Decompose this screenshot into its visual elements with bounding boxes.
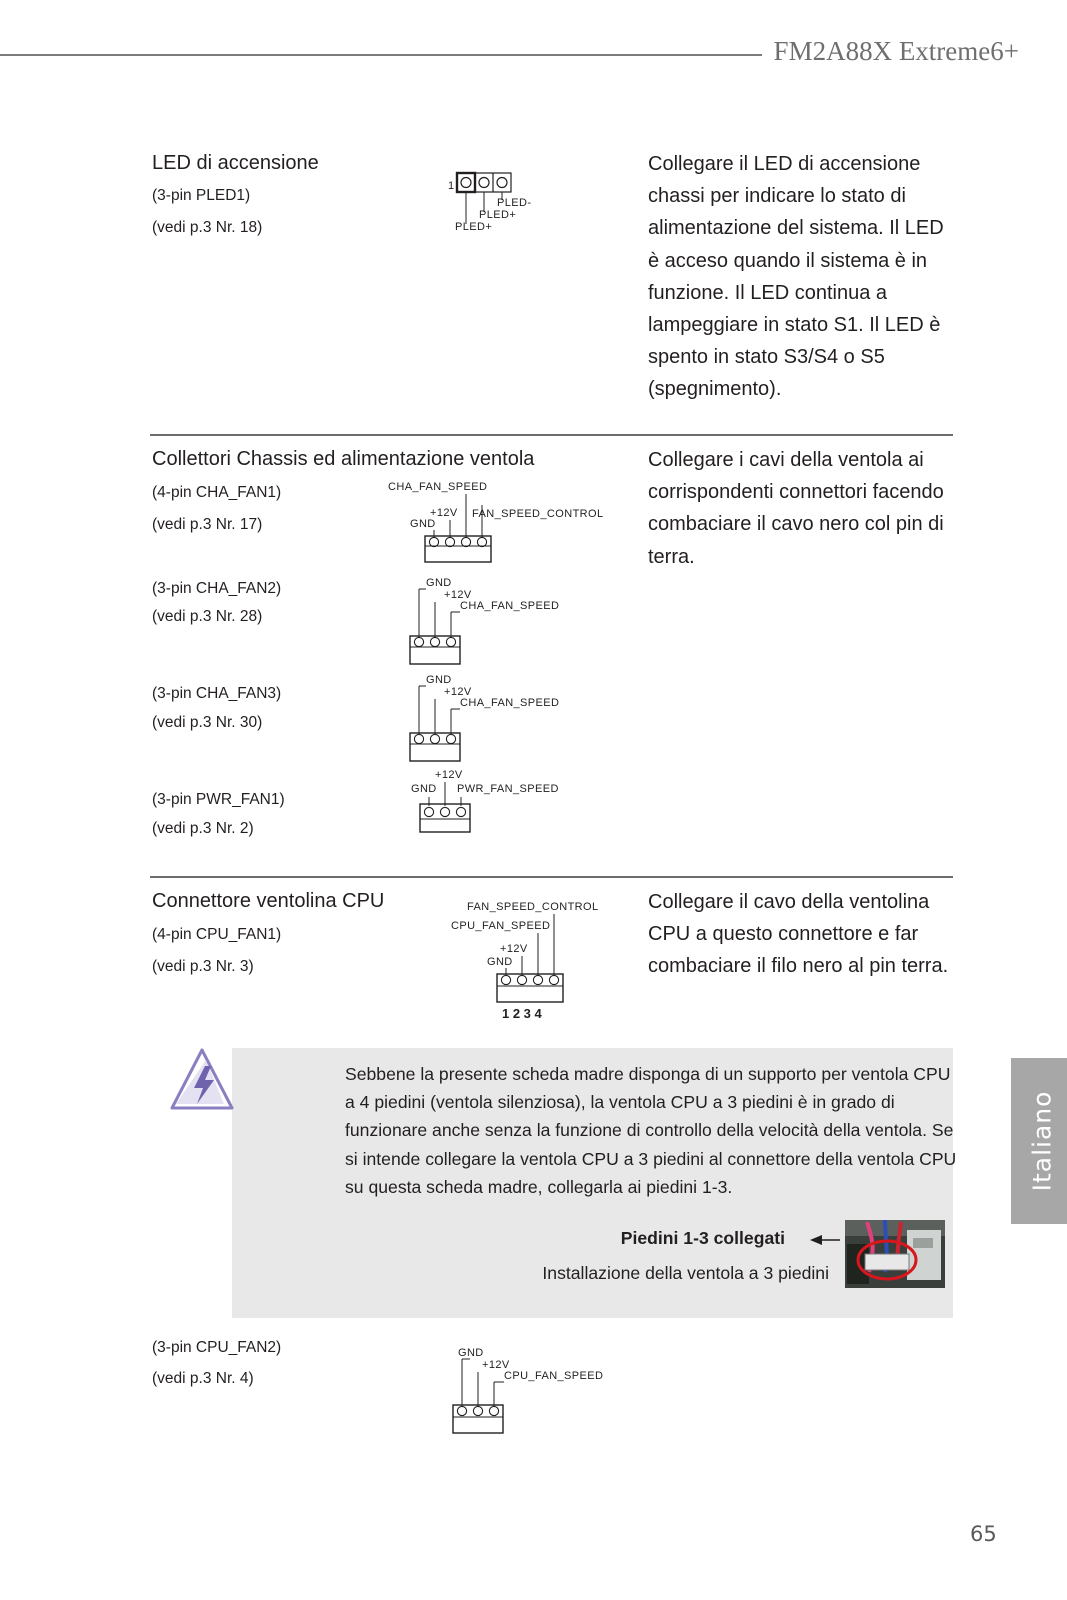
cpu-fan-title: Connettore ventolina CPU bbox=[152, 890, 385, 912]
cpu-fan2-gnd-label: GND bbox=[458, 1347, 484, 1359]
language-side-tab-label: Italiano bbox=[1027, 1090, 1057, 1192]
pwr-fan1-speed-label: PWR_FAN_SPEED bbox=[457, 783, 559, 795]
chassis-fan-title: Collettori Chassis ed alimentazione ventola bbox=[152, 448, 535, 470]
language-side-tab bbox=[1011, 1058, 1067, 1224]
cpu-fan1-pin-info: (4-pin CPU_FAN1) bbox=[152, 926, 282, 943]
page-number: 65 bbox=[970, 1522, 997, 1546]
cpu-fan1-speed-label: CPU_FAN_SPEED bbox=[451, 920, 551, 932]
cha-fan3-connector-diagram bbox=[400, 672, 580, 764]
cpu-fan2-speed-label: CPU_FAN_SPEED bbox=[504, 1370, 604, 1382]
cpu-fan2-pin-info: (3-pin CPU_FAN2) bbox=[152, 1339, 282, 1356]
arrow-left-icon bbox=[808, 1233, 842, 1247]
cha-fan3-page-ref: (vedi p.3 Nr. 30) bbox=[152, 714, 263, 731]
cpu-fan2-page-ref: (vedi p.3 Nr. 4) bbox=[152, 1370, 254, 1387]
fan-installation-photo bbox=[845, 1220, 945, 1288]
note-text: Sebbene la presente scheda madre disponga di un supporto per ventola CPU a 4 piedini (ventola silenziosa), la ventola CPU a 3 piedini è in grado di funzionare anche senza la funzione di controllo della velocità della ventola. Se si intende collegare la ventola CPU a 3 piedini al connettore della ventola CPU su questa scheda madre, collegarla ai piedini 1-3. bbox=[345, 1064, 957, 1197]
header-rule bbox=[0, 54, 762, 56]
pled-minus-label: PLED- bbox=[497, 197, 532, 209]
cpu-fan1-gnd-label: GND bbox=[487, 956, 513, 968]
pwr-fan1-12v-label: +12V bbox=[435, 769, 463, 781]
power-led-description: Collegare il LED di accensione chassi per indicare lo stato di alimentazione del sistema. Il LED è acceso quando il sistema è in funzione. Il LED continua a lampeggiare in stato S1. Il LED è spento in stato S3/S4 o S5 (spegnimento). bbox=[648, 153, 944, 401]
cha-fan1-connector-diagram bbox=[380, 478, 620, 566]
chassis-fan-description: Collegare i cavi della ventola ai corrispondenti connettori facendo combaciare il cavo nero col pin di terra. bbox=[648, 449, 944, 568]
cha-fan1-pin-info: (4-pin CHA_FAN1) bbox=[152, 484, 282, 501]
power-led-pin-info: (3-pin PLED1) bbox=[152, 187, 251, 204]
cha-fan2-gnd-label: GND bbox=[426, 577, 452, 589]
cha-fan3-speed-label: CHA_FAN_SPEED bbox=[460, 697, 560, 709]
pled-plus-label-b: PLED+ bbox=[455, 221, 493, 233]
pwr-fan1-connector-diagram bbox=[405, 766, 575, 836]
cha-fan2-pin-info: (3-pin CHA_FAN2) bbox=[152, 580, 282, 597]
section-divider-1 bbox=[150, 434, 953, 436]
cha-fan2-speed-label: CHA_FAN_SPEED bbox=[460, 600, 560, 612]
power-led-page-ref: (vedi p.3 Nr. 18) bbox=[152, 219, 263, 236]
three-pin-install-label: Installazione della ventola a 3 piedini bbox=[542, 1263, 829, 1283]
lightning-warning-icon bbox=[166, 1046, 236, 1112]
cha-fan3-gnd-label: GND bbox=[426, 674, 452, 686]
pwr-fan1-gnd-label: GND bbox=[411, 783, 437, 795]
section-divider-2 bbox=[150, 876, 953, 878]
cha-fan2-page-ref: (vedi p.3 Nr. 28) bbox=[152, 608, 263, 625]
cpu-fan2-connector-diagram bbox=[448, 1345, 628, 1437]
pins-connected-label: Piedini 1-3 collegati bbox=[620, 1228, 785, 1248]
cha-fan1-gnd-label: GND bbox=[410, 518, 436, 530]
cpu-fan1-pin-numbers: 1 2 3 4 bbox=[502, 1006, 542, 1021]
cpu-fan1-page-ref: (vedi p.3 Nr. 3) bbox=[152, 958, 254, 975]
cha-fan3-12v-label: +12V bbox=[444, 686, 472, 698]
cha-fan1-control-label: FAN_SPEED_CONTROL bbox=[472, 508, 604, 520]
cpu-fan1-control-label: FAN_SPEED_CONTROL bbox=[467, 901, 599, 913]
cpu-fan-description: Collegare il cavo della ventolina CPU a questo connettore e far combaciare il filo nero al pin terra. bbox=[648, 891, 949, 978]
pled-plus-label-a: PLED+ bbox=[479, 209, 517, 221]
cpu-fan1-12v-label: +12V bbox=[500, 943, 528, 955]
pwr-fan1-page-ref: (vedi p.3 Nr. 2) bbox=[152, 820, 254, 837]
cpu-fan1-connector-diagram bbox=[445, 898, 625, 1022]
pwr-fan1-pin-info: (3-pin PWR_FAN1) bbox=[152, 791, 285, 808]
cha-fan2-connector-diagram bbox=[400, 575, 580, 667]
cha-fan3-pin-info: (3-pin CHA_FAN3) bbox=[152, 685, 282, 702]
pled-pin1-label: 1 bbox=[448, 180, 455, 192]
cha-fan2-12v-label: +12V bbox=[444, 589, 472, 601]
cha-fan1-speed-label: CHA_FAN_SPEED bbox=[388, 481, 488, 493]
header-title: FM2A88X Extreme6+ bbox=[773, 36, 1019, 66]
cpu-fan2-12v-label: +12V bbox=[482, 1359, 510, 1371]
cha-fan1-12v-label: +12V bbox=[430, 507, 458, 519]
pled-connector-diagram bbox=[440, 168, 550, 234]
power-led-title: LED di accensione bbox=[152, 152, 319, 174]
cha-fan1-page-ref: (vedi p.3 Nr. 17) bbox=[152, 516, 263, 533]
